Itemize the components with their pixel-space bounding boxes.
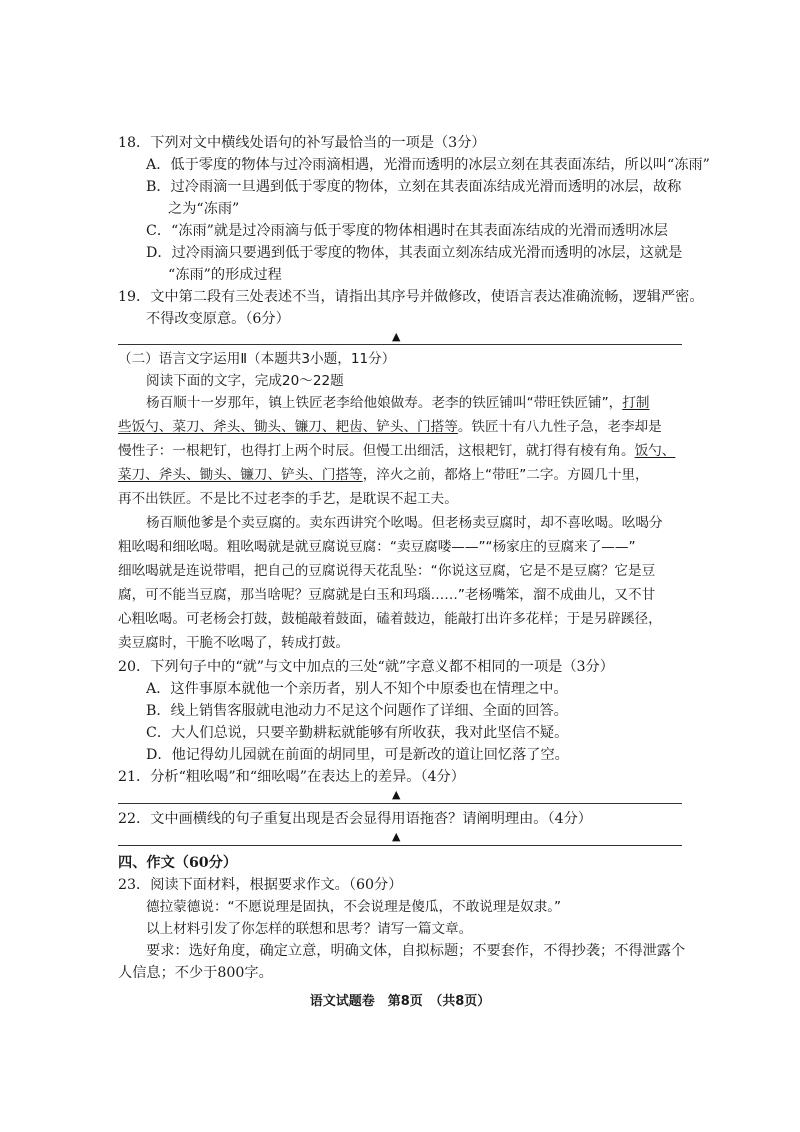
section4-title: 四、作文（60分） [118,855,238,871]
section2-intro: 阅读下面的文字，完成20～22题 [146,373,344,389]
passage-p2-line6: 卖豆腐时，干脆不吆喝了，转成打鼓。 [118,635,350,651]
section2-title: （二）语言文字运用Ⅱ（本题共3小题，11分） [118,351,396,367]
q23-requirements-line2: 人信息；不少于800字。 [118,965,273,981]
q20-stem: 20．下列句子中的“就”与文中加点的三处“就”字意义都不相同的一项是（3分） [118,659,614,675]
divider [118,344,682,345]
q18-stem: 18．下列对文中横线处语句的补写最恰当的一项是（3分） [118,135,486,151]
q18-option-c: C．“冻雨”就是过冷雨滴与低于零度的物体相遇时在其表面冻结成的光滑而透明冰层 [146,223,668,239]
q22: 22．文中画横线的句子重复出现是否会显得用语拖沓？请阐明理由。（4分） [118,811,592,827]
q20-option-c: C．大人们总说，只要辛勤耕耘就能够有所收获，我对此坚信不疑。 [146,725,569,741]
passage-p2-line5: 心粗吆喝。可老杨会打鼓，鼓槌敲着鼓面，磕着鼓边，能敲打出许多花样；于是另辟蹊径， [118,611,662,627]
q20-option-d: D．他记得幼儿园就在前面的胡同里，可是新改的道让回忆落了空。 [146,747,569,763]
passage-p1-line3: 慢性子：一根耙钉，也得打上两个时辰。但慢工出细活，这根耙钉，就打得有棱有角。饭勺、 [118,443,676,459]
q23-quote: 德拉蒙德说：“不愿说理是固执，不会说理是傻瓜，不敢说理是奴隶。” [146,899,562,915]
q19-line1: 19．文中第二段有三处表述不当，请指出其序号并做修改，使语言表达准确流畅，逻辑严密。 [118,289,704,305]
passage-p2-line2: 粗吆喝和细吆喝。粗吆喝就是就豆腐说豆腐：“卖豆腐喽——”“杨家庄的豆腐来了——” [118,539,636,555]
q18-option-b-line1: B．过冷雨滴一旦遇到低于零度的物体，立刻在其表面冻结成光滑而透明的冰层，故称 [146,179,682,195]
q23-requirements-line1: 要求：选好角度，确定立意，明确文体，自拟标题；不要套作，不得抄袭；不得泄露个 [146,943,686,959]
q23-prompt: 以上材料引发了你怎样的联想和思考？请写一篇文章。 [146,921,473,937]
answer-marker: ▲ [392,830,401,843]
passage-p1-line5: 再不出铁匠。不是比不过老李的手艺，是耽误不起工夫。 [118,491,458,507]
q21: 21．分析“粗吆喝”和“细吆喝”在表达上的差异。（4分） [118,769,465,785]
passage-p1-line1: 杨百顺十一岁那年，镇上铁匠老李给他娘做寿。老李的铁匠铺叫“带旺铁匠铺”，打制 [146,395,650,411]
divider [118,845,682,846]
q23-stem: 23．阅读下面材料，根据要求作文。（60分） [118,877,403,893]
answer-marker: ▲ [392,330,401,343]
answer-marker: ▲ [392,788,401,801]
q19-line2: 不得改变原意。（6分） [146,311,290,327]
q18-option-d-line1: D．过冷雨滴只要遇到低于零度的物体，其表面立刻冻结成光滑而透明的冰层，这就是 [146,245,683,261]
q18-option-b-line2: 之为“冻雨” [168,201,240,217]
passage-p1-line4: 菜刀、斧头、锄头、镰刀、铲头、门搭等，淬火之前，都烙上“带旺”二字。方圆几十里， [118,467,649,483]
divider [118,803,682,804]
passage-p2-line1: 杨百顺他爹是个卖豆腐的。卖东西讲究个吆喝。但老杨卖豆腐时，却不喜吆喝。吆喝分 [146,515,663,531]
passage-p2-line4: 腐，可不能当豆腐，那当啥呢？豆腐就是白玉和玛瑙……”老杨嘴笨，溜不成曲儿，又不甘 [118,587,656,603]
q20-option-b: B．线上销售客服就电池动力不足这个问题作了详细、全面的回答。 [146,703,568,719]
passage-p2-line3: 细吆喝就是连说带唱，把自己的豆腐说得天花乱坠：“你说这豆腐，它是不是豆腐？它是豆 [118,563,656,579]
q18-option-d-line2: “冻雨”的形成过程 [168,267,282,283]
q18-option-a: A．低于零度的物体与过冷雨滴相遇，光滑而透明的冰层立刻在其表面冻结，所以叫“冻雨” [146,157,710,173]
passage-p1-line2: 些饭勺、菜刀、斧头、锄头、镰刀、耙齿、铲头、门搭等。铁匠十有八九性子急，老李却是 [118,419,662,435]
page-footer: 语文试题卷 第8页 （共8页） [309,994,491,1009]
q20-option-a: A．这件事原本就他一个亲历者，别人不知个中原委也在情理之中。 [146,681,568,697]
